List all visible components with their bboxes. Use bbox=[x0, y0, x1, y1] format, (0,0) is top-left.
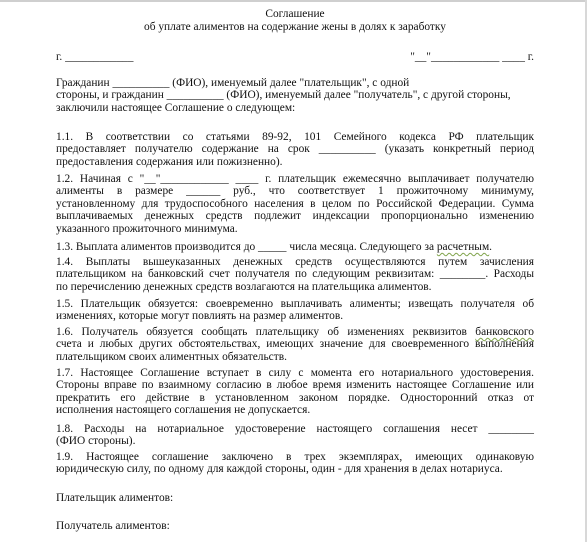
clause-line: 1.2. Начиная с "__"____________ ____ г. плательщик ежемесячно выплачивает получателю bbox=[56, 173, 534, 185]
clause-1-5 bbox=[56, 298, 534, 323]
clause-line: юридическую силу, по одному для каждой стороны, один - для хранения в делах нотариуса. bbox=[56, 463, 503, 476]
clause-line: 1.9. Настоящее соглашение заключено в трех экземплярах, имеющих одинаковую bbox=[56, 451, 534, 463]
date-field: "__"____________ ____ г. bbox=[410, 51, 534, 63]
clause-line: 1.6. Получатель обязуется сообщать плательщику об изменениях реквизитов банковского bbox=[56, 326, 534, 338]
clause-line: 1.4. Выплаты вышеуказанных денежных средств осуществляются путем зачисления bbox=[56, 256, 534, 268]
clause-1-6 bbox=[56, 326, 534, 363]
clause-line: выплачиваемых денежных средств подлежит индексации пропорционально изменению bbox=[56, 210, 534, 223]
clause-line: плательщиком на банковский счет получателя по следующим реквизитам: ________. Расходы bbox=[56, 268, 534, 281]
clause-line: предоставления содержания или пожизненно). bbox=[56, 155, 283, 168]
clause-1-8 bbox=[56, 423, 534, 448]
clause-1-2 bbox=[56, 173, 534, 235]
clause-line: Стороны вправе по взаимному согласию в любое время изменить настоящее Соглашение или bbox=[56, 379, 534, 392]
clause-line: изменениях, которые могут повлиять на размер алиментов. bbox=[56, 310, 344, 323]
document-subtitle: об уплате алиментов на содержание жены в долях к заработку bbox=[144, 21, 446, 33]
window-top-edge bbox=[0, 0, 587, 2]
clause-1-4 bbox=[56, 256, 534, 293]
clause-line: предоставляет получателю содержание на срок __________ (указать конкретный период bbox=[56, 143, 534, 156]
recipient-signature-label: Получатель алиментов: bbox=[56, 520, 170, 532]
clause-1-7 bbox=[56, 367, 534, 417]
document-title: Соглашение bbox=[265, 8, 325, 20]
place-date-line bbox=[56, 51, 534, 65]
spellcheck-marked-word: расчетным bbox=[436, 241, 490, 253]
clause-line: прекратить его действие в установленном законом порядке. Односторонний отказ от bbox=[56, 391, 534, 404]
payer-signature-label: Плательщик алиментов: bbox=[56, 492, 174, 504]
clause-line: 1.1. В соответствии со статьями 89-92, 101 Семейного кодекса РФ плательщик bbox=[56, 131, 534, 143]
clause-line: 1.7. Настоящее Соглашение вступает в силу с момента его нотариального удостоверения. bbox=[56, 367, 534, 379]
clause-1-1 bbox=[56, 131, 534, 168]
intro-line: заключили настоящее Соглашение о следующем: bbox=[56, 101, 296, 114]
intro-line: стороны, и гражданин __________ (ФИО), именуемый далее "получатель", с другой стороны, bbox=[56, 89, 511, 102]
clause-line: установленному для трудоспособного населения в целом по Российской Федерации. Сумма bbox=[56, 197, 534, 210]
clause-line: плательщиком своих алиментных обязательств. bbox=[56, 350, 287, 363]
intro-line: Гражданин __________ (ФИО), именуемый далее "плательщик", с одной bbox=[56, 77, 410, 89]
clause-1-9 bbox=[56, 451, 534, 476]
clause-line: исполнения настоящего соглашения не допускается. bbox=[56, 404, 311, 417]
clause-line: указанного прожиточного минимума. bbox=[56, 222, 238, 235]
clause-line: 1.3. Выплата алиментов производится до _____ числа месяца. Следующего за расчетным. bbox=[56, 241, 493, 253]
intro-paragraph bbox=[56, 77, 534, 114]
clause-line: 1.5. Плательщик обязуется: своевременно выплачивать алименты; извещать получателя об bbox=[56, 298, 534, 310]
clause-line: по перечислению денежных средств возлагаются на плательщика алиментов. bbox=[56, 280, 432, 293]
clause-line: 1.8. Расходы на нотариальное удостоверение настоящего соглашения несет ________ bbox=[56, 423, 534, 435]
city-field: г. ____________ bbox=[56, 51, 134, 63]
clause-1-3 bbox=[56, 241, 534, 253]
clause-line: (ФИО стороны). bbox=[56, 435, 136, 448]
spellcheck-marked-word: банковского bbox=[475, 326, 534, 338]
clause-line: алименты в размере ______ руб., что соответствует 1 прожиточному минимуму, bbox=[56, 185, 534, 198]
clause-line: счета и любых других обстоятельствах, имеющих значение для своевременного выполнения bbox=[56, 338, 534, 351]
